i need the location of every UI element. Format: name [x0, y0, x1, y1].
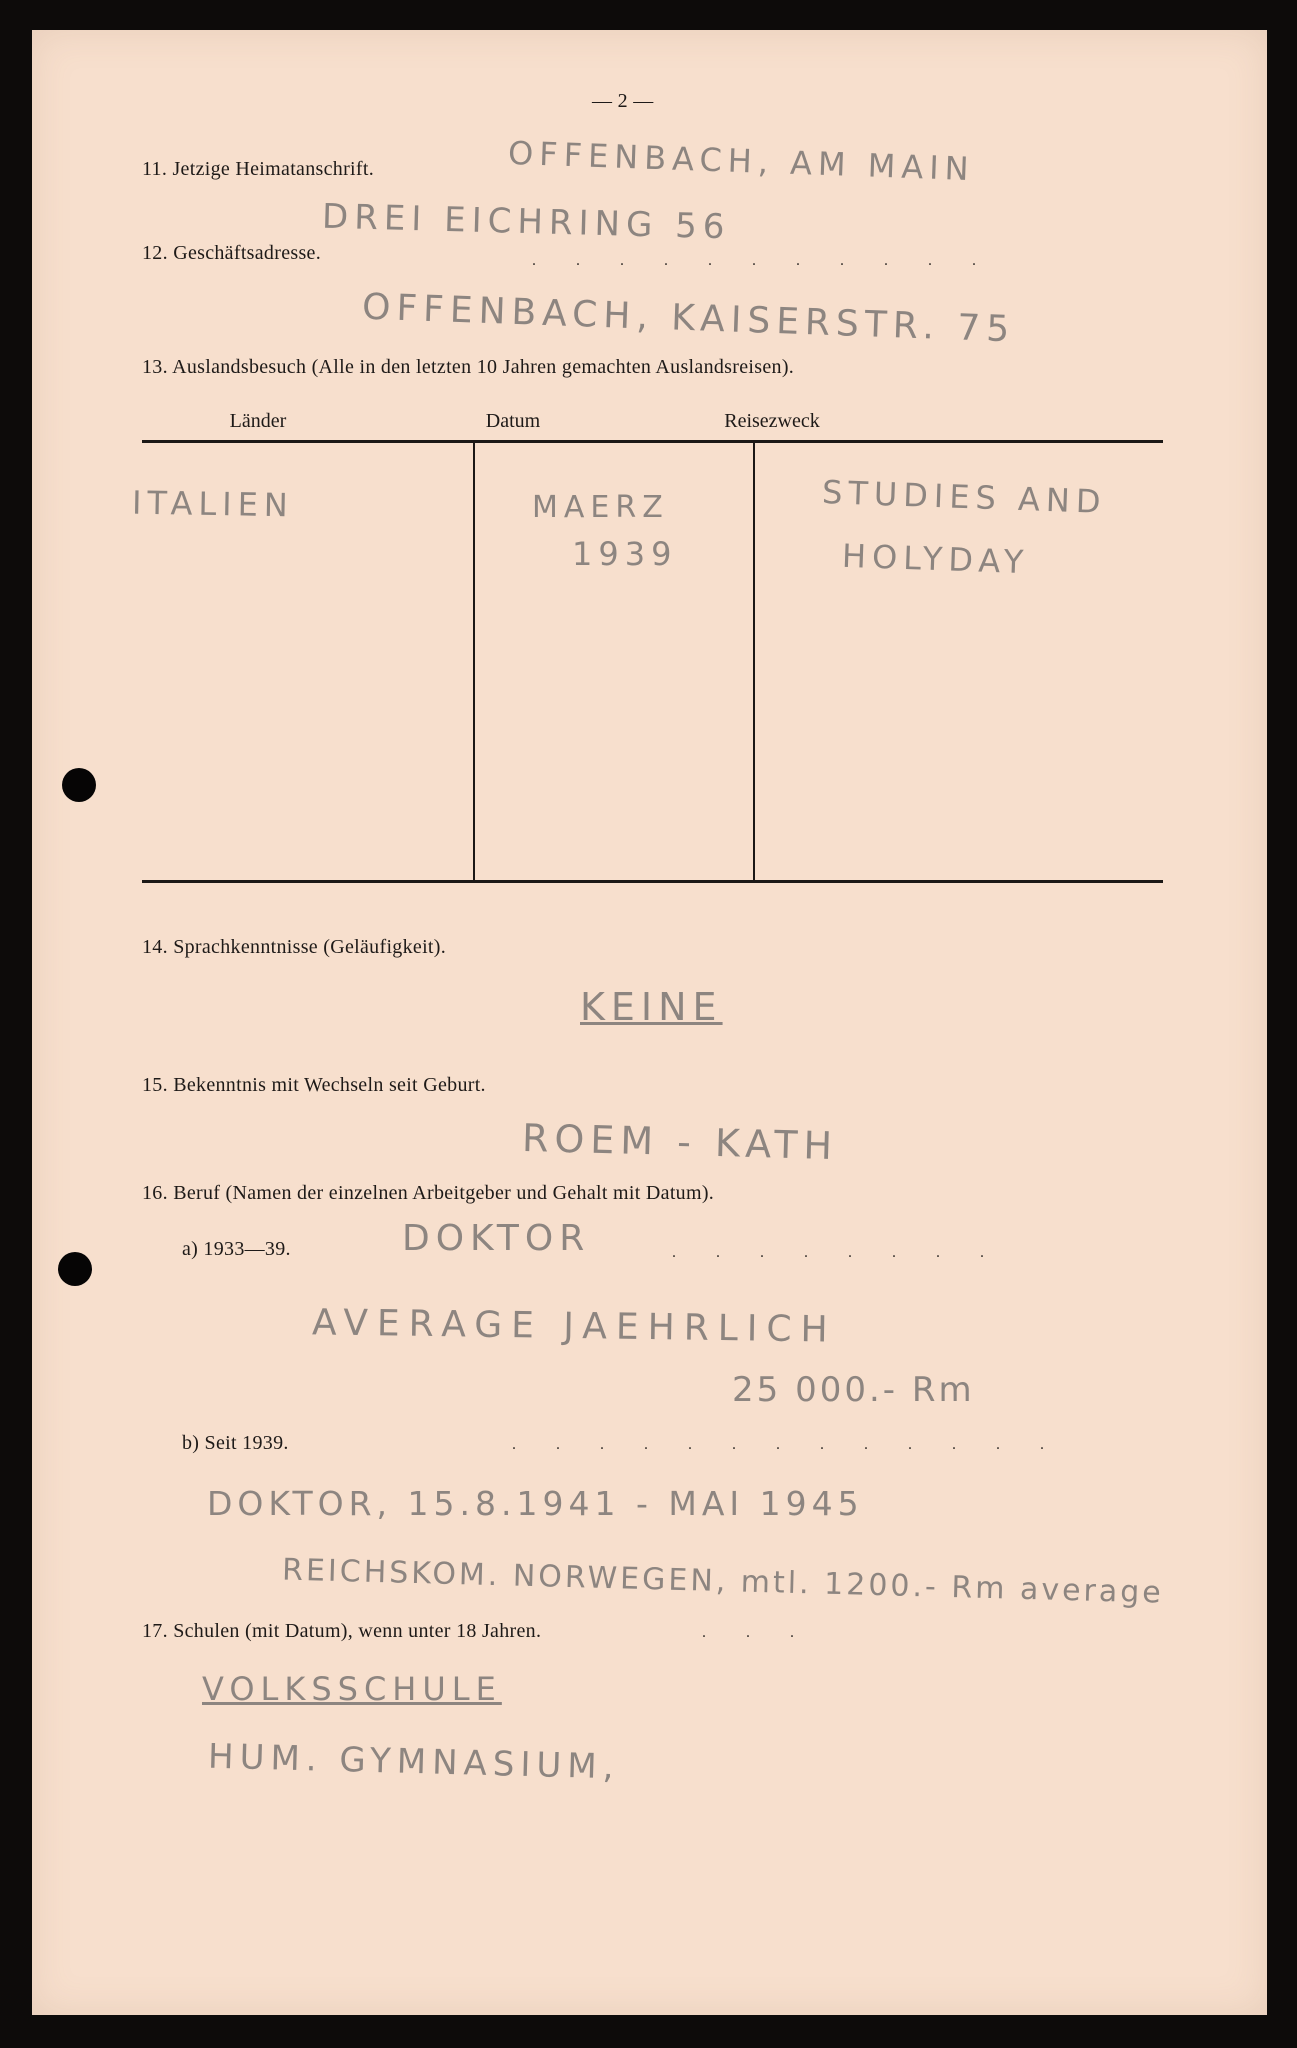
- q15-answer: ROEM - KATH: [521, 1115, 839, 1169]
- table-divider-2: [753, 442, 755, 880]
- form-page: [32, 30, 1267, 2015]
- q16-label: 16. Beruf (Namen der einzelnen Arbeitgeber und Gehalt mit Datum).: [142, 1182, 715, 1204]
- q16b-answer-doktor: DOKTOR, 15.8.1941 - MAI 1945: [207, 1484, 864, 1523]
- q17-answer-volksschule: VOLKSSCHULE: [202, 1670, 502, 1708]
- q16a-answer-doktor: DOKTOR: [402, 1218, 591, 1259]
- q13-datum-month: MAERZ: [532, 490, 669, 525]
- q14-label: 14. Sprachkenntnisse (Geläufigkeit).: [142, 936, 447, 958]
- q17-dotted-line: . . .: [702, 1624, 812, 1641]
- q13-zweck-line1: STUDIES AND: [821, 473, 1108, 521]
- q11-answer-city: OFFENBACH, AM MAIN: [507, 133, 976, 189]
- q17-answer-gymnasium: HUM. GYMNASIUM,: [207, 1736, 620, 1788]
- q13-label: 13. Auslandsbesuch (Alle in den letzten 10 Jahren gemachten Auslandsreisen).: [142, 356, 795, 378]
- q13-land: ITALIEN: [131, 483, 295, 525]
- q16b-label: b) Seit 1939.: [182, 1432, 289, 1454]
- q13-zweck-line2: HOLYDAY: [841, 536, 1031, 582]
- q16a-answer-amount: 25 000.- Rm: [732, 1370, 975, 1410]
- q15-label: 15. Bekenntnis mit Wechseln seit Geburt.: [142, 1074, 486, 1096]
- punch-hole-upper: [62, 768, 96, 802]
- punch-hole-lower: [58, 1252, 92, 1286]
- q16a-dotted-line: . . . . . . . .: [672, 1244, 1002, 1261]
- q12-answer: OFFENBACH, KAISERSTR. 75: [361, 286, 1016, 351]
- q16a-label: a) 1933—39.: [182, 1238, 291, 1260]
- q16b-answer-reichskom: REICHSKOM. NORWEGEN, mtl. 1200.- Rm average: [281, 1552, 1165, 1611]
- q14-answer: KEINE: [580, 985, 723, 1029]
- q11-label: 11. Jetzige Heimatanschrift.: [142, 158, 375, 180]
- q17-label: 17. Schulen (mit Datum), wenn unter 18 Jahren.: [142, 1620, 542, 1642]
- table-bottom-rule: [142, 880, 1163, 883]
- q13-col-laender: Länder: [229, 410, 287, 432]
- table-divider-1: [473, 442, 475, 880]
- table-top-rule: [142, 440, 1163, 443]
- q12-label: 12. Geschäftsadresse.: [142, 242, 322, 264]
- page-number: — 2 —: [592, 90, 654, 112]
- q16b-dotted-line: . . . . . . . . . . . . .: [512, 1436, 1062, 1453]
- q13-col-datum: Datum: [485, 410, 541, 432]
- q12-dotted-line: . . . . . . . . . . .: [532, 252, 994, 269]
- q11-answer-street: DREI EICHRING 56: [321, 196, 731, 248]
- q13-datum-year: 1939: [572, 535, 678, 573]
- q16a-answer-average: AVERAGE JAEHRLICH: [311, 1302, 837, 1351]
- q13-col-reisezweck: Reisezweck: [724, 410, 820, 432]
